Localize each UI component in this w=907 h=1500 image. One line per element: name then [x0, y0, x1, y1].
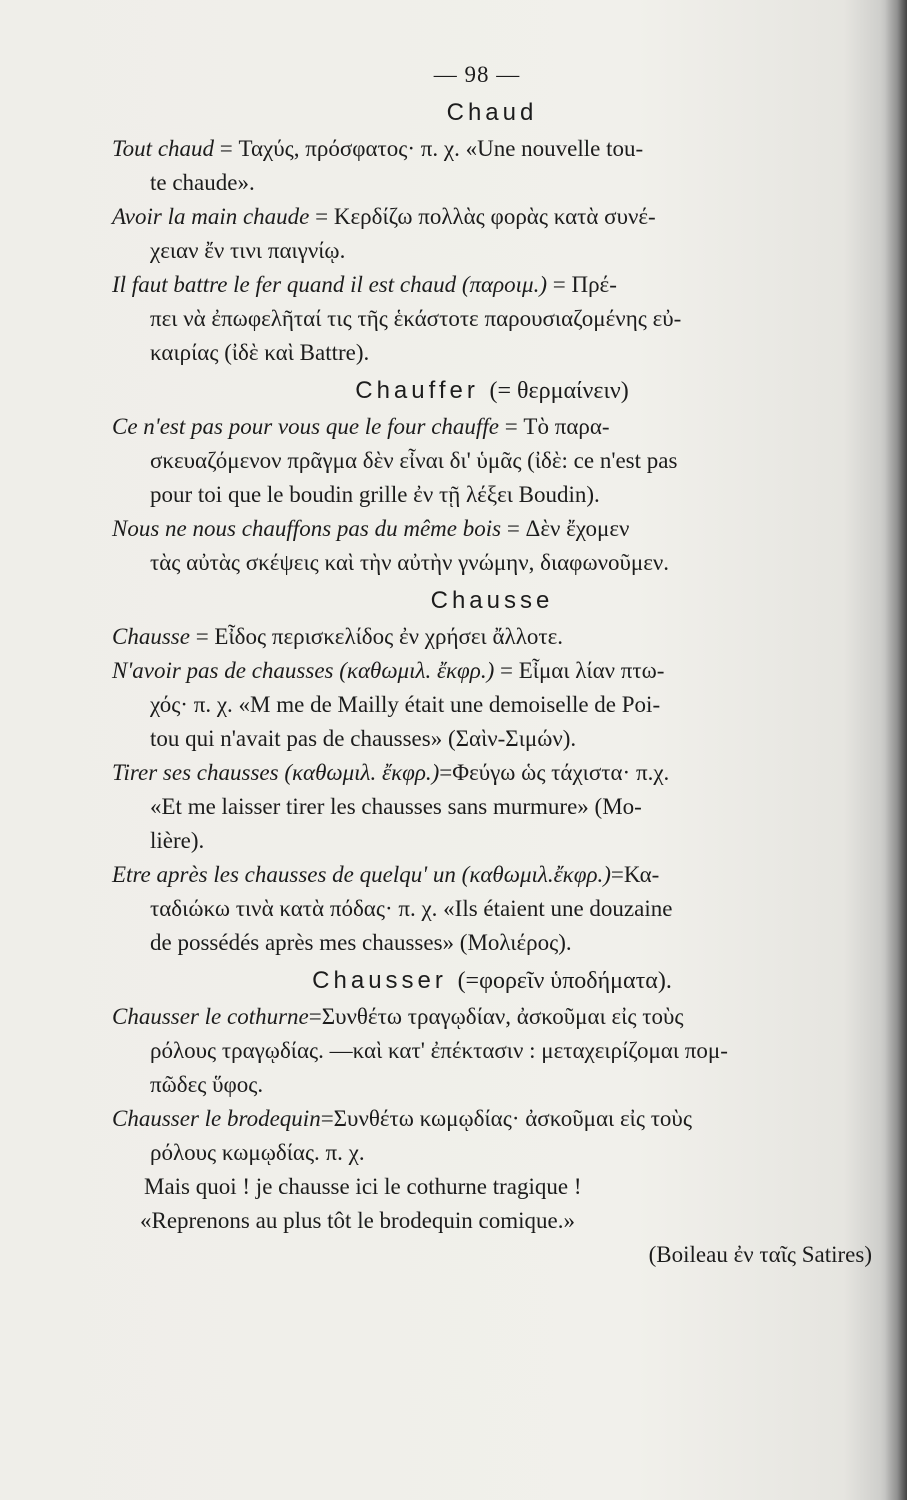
page-number: — 98 — [433, 62, 521, 87]
entry-term: Avoir la main chaude [112, 204, 310, 229]
entry-term: Tout chaud [112, 136, 215, 161]
page-edge-shadow [885, 0, 907, 1500]
entry-term: Chausse [112, 624, 190, 649]
entry-term: N'avoir pas de chausses [112, 658, 334, 683]
entry-chausser-le-cothurne: Chausser le cothurne=Συνθέτω τραγῳδίαν, ἀσκοῦμαι εἰς τοὺς ρόλους τραγῳδίας. —καὶ κατ' ἐπέκτασιν : μεταχειρίζομαι πομ- πῶδες ὕφος. [112, 1004, 728, 1097]
verse-source: (Boileau ἐν ταῖς Satires) [648, 1242, 872, 1267]
entry-battre-le-fer: Il faut battre le fer quand il est chaud (παροιμ.) = Πρέ- πει νὰ ἐπωφελῆταί τις τῆς ἑκάστοτε παρουσιαζομένης εὐ- καιρίας (ἰδὲ καὶ Battre). [112, 272, 682, 365]
entry-term: Nous ne nous chauffons pas du même bois [112, 516, 502, 541]
section-heading-chausse: Chausse [430, 587, 554, 614]
section-heading-chaud: Chaud [446, 99, 538, 126]
entry-meme-bois: Nous ne nous chauffons pas du même bois = Δὲν ἔχομεν τὰς αὐτὰς σκέψεις καὶ τὴν αὐτὴν γνώμην, διαφωνοῦμεν. [112, 516, 670, 575]
section-heading-chauffer: Chauffer (= θερμαίνειν) [355, 377, 629, 404]
entry-term: Chausser le cothurne [112, 1004, 309, 1029]
page-content [112, 58, 872, 1272]
entry-avoir-la-main-chaude: Avoir la main chaude = Κερδίζω πολλὰς φορὰς κατὰ συνέ- χειαν ἔν τινι παιγνίῳ. [112, 204, 656, 263]
section-heading-chausser: Chausser (=φορεῖν ὑποδήματα). [312, 967, 672, 994]
verse-line-2: «Reprenons au plus tôt le brodequin comique.» [140, 1208, 576, 1233]
entry-chausser-le-brodequin: Chausser le brodequin=Συνθέτω κωμῳδίας· ἀσκοῦμαι εἰς τοὺς ρόλους κωμῳδίας. π. χ. [112, 1106, 692, 1165]
entry-term: Ce n'est pas pour vous que le four chauffe [112, 414, 499, 439]
entry-etre-apres-les-chausses: Etre après les chausses de quelqu' un (καθωμιλ.ἔκφρ.)=Κα- ταδιώκω τινὰ κατὰ πόδας· π. χ. «Ils étaient une douzaine de possédés après mes chausses» (Μολιέρος). [112, 862, 673, 955]
entry-four-chauffe: Ce n'est pas pour vous que le four chauffe = Τὸ παρα- σκευαζόμενον πρᾶγμα δὲν εἶναι δι' ὑμᾶς (ἰδὲ: ce n'est pas pour toi que le boudin grille ἐν τῇ λέξει Boudin). [112, 414, 678, 507]
entry-term: Il faut battre le fer quand il est chaud [112, 272, 457, 297]
entry-term: Chausser le brodequin [112, 1106, 321, 1131]
entry-chausse: Chausse = Εἶδος περισκελίδος ἐν χρήσει ἄλλοτε. [112, 624, 563, 649]
entry-navoir-pas-de-chausses: N'avoir pas de chausses (καθωμιλ. ἔκφρ.) = Εἶμαι λίαν πτω- χός· π. χ. «M me de Mailly était une demoiselle de Poi- tou qui n'avait pas de chausses» (Σαὶν-Σιμών). [112, 658, 665, 751]
entry-term: Etre après les chausses de quelqu' un [112, 862, 456, 887]
entry-tirer-ses-chausses: Tirer ses chausses (καθωμιλ. ἔκφρ.)=Φεύγω ὡς τάχιστα· π.χ. «Et me laisser tirer les chausses sans murmure» (Mo- lière). [112, 760, 670, 853]
entry-tout-chaud: Tout chaud = Ταχύς, πρόσφατος· π. χ. «Une nouvelle tou- te chaude». [112, 136, 644, 195]
entry-term: Tirer ses chausses [112, 760, 279, 785]
verse-line-1: Mais quoi ! je chausse ici le cothurne tragique ! [144, 1174, 582, 1199]
